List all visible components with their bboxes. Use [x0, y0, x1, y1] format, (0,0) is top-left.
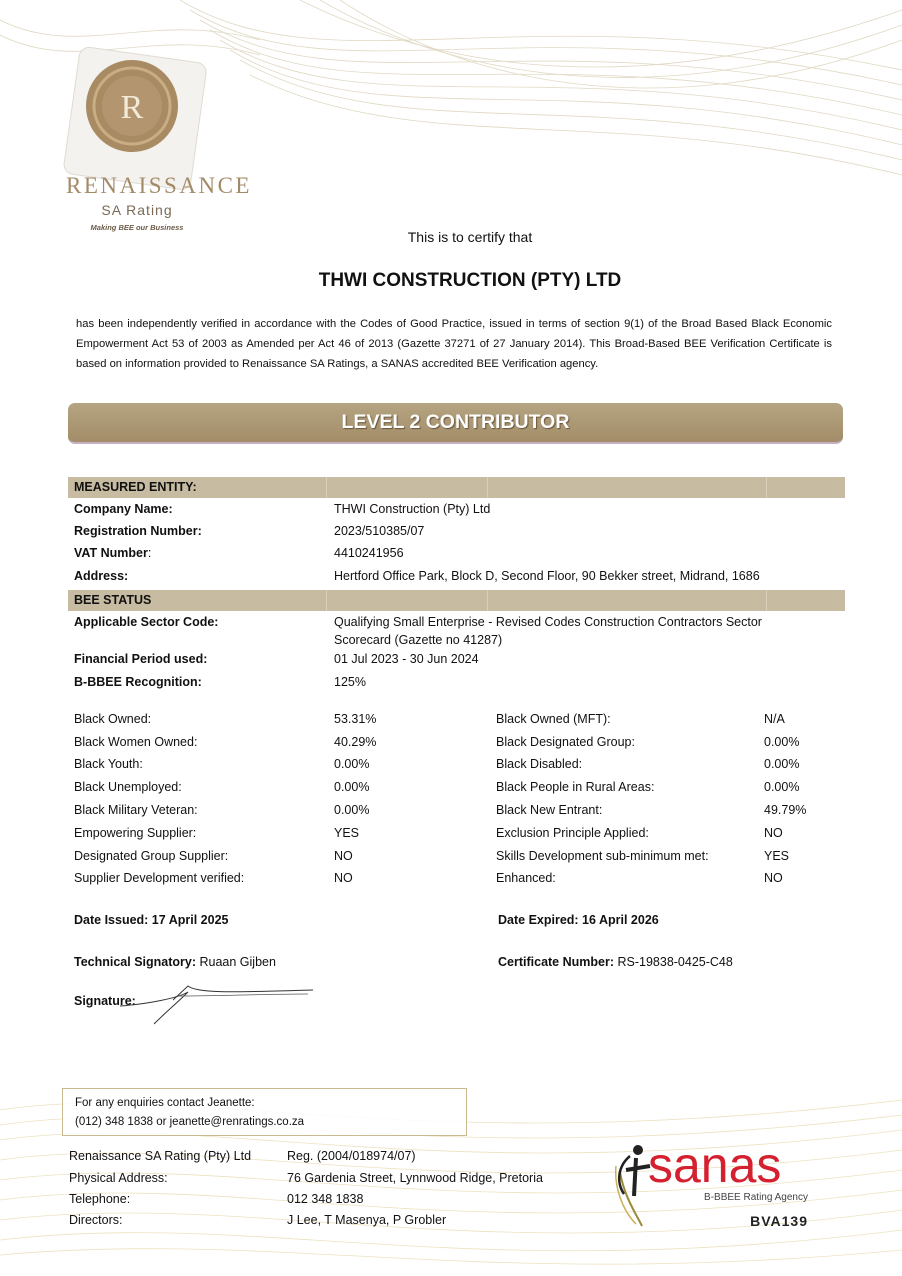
- logo-letter: R: [120, 89, 144, 126]
- stat-right-value: NO: [764, 826, 783, 840]
- vat-label: VAT Number: [74, 546, 148, 560]
- sanas-code: BVA139: [750, 1213, 808, 1229]
- stat-left-value: 40.29%: [334, 735, 377, 749]
- sector-code-label: Applicable Sector Code:: [74, 615, 219, 629]
- stat-left-label: Black Owned:: [74, 712, 152, 726]
- bee-status-header: [68, 590, 845, 611]
- company-name-label: Company Name:: [74, 502, 173, 516]
- stat-right-value: N/A: [764, 712, 785, 726]
- stat-right-label: Black New Entrant:: [496, 803, 603, 817]
- stat-left-value: 0.00%: [334, 757, 370, 771]
- sanas-subtitle: B-BBEE Rating Agency: [704, 1192, 808, 1203]
- stat-left-label: Black Military Veteran:: [74, 803, 198, 817]
- measured-entity-heading: MEASURED ENTITY:: [74, 480, 197, 494]
- certify-text: This is to certify that: [407, 229, 533, 245]
- financial-period-value: 01 Jul 2023 - 30 Jun 2024: [334, 652, 479, 666]
- contact-box: [62, 1088, 467, 1136]
- stat-left-label: Black Women Owned:: [74, 735, 198, 749]
- recognition-label: B-BBEE Recognition:: [74, 675, 202, 689]
- measured-entity-header: [68, 477, 845, 498]
- stat-right-label: Black People in Rural Areas:: [496, 780, 655, 794]
- signature-image: [118, 978, 313, 1028]
- stat-right-value: 0.00%: [764, 735, 800, 749]
- stat-left-label: Black Youth:: [74, 757, 143, 771]
- stat-right-value: 0.00%: [764, 757, 800, 771]
- footer-directors-label: Directors:: [69, 1213, 123, 1227]
- stat-left-value: NO: [334, 871, 353, 885]
- certificate-number: [498, 955, 733, 969]
- stat-left-value: 53.31%: [334, 712, 377, 726]
- technical-signatory: [74, 955, 276, 969]
- financial-period-label: Financial Period used:: [74, 652, 208, 666]
- stat-right-label: Black Owned (MFT):: [496, 712, 611, 726]
- signature-label: Signature:: [74, 994, 136, 1008]
- address-value: Hertford Office Park, Block D, Second Floor, 90 Bekker street, Midrand, 1686: [334, 569, 760, 583]
- sanas-logo: [612, 1136, 817, 1231]
- vat-colon: :: [147, 546, 152, 560]
- date-expired: Date Expired: 16 April 2026: [498, 913, 659, 927]
- footer-address-label: Physical Address:: [69, 1171, 168, 1185]
- stat-right-label: Black Disabled:: [496, 757, 583, 771]
- date-issued: Date Issued: 17 April 2025: [74, 913, 229, 927]
- registration-label: Registration Number:: [74, 524, 202, 538]
- contact-line2: (012) 348 1838 or jeanette@renratings.co.za: [75, 1116, 305, 1128]
- stat-right-label: Enhanced:: [496, 871, 556, 885]
- stat-left-value: NO: [334, 849, 353, 863]
- footer-phone-label: Telephone:: [69, 1192, 131, 1206]
- sector-code-line1: Qualifying Small Enterprise - Revised Codes Construction Contractors Sector: [334, 615, 762, 629]
- footer-directors: J Lee, T Masenya, P Grobler: [287, 1213, 447, 1227]
- vat-label-wrap: [74, 546, 151, 560]
- stat-right-label: Exclusion Principle Applied:: [496, 826, 649, 840]
- footer-address: 76 Gardenia Street, Lynnwood Ridge, Pretoria: [287, 1171, 543, 1185]
- stat-left-value: 0.00%: [334, 780, 370, 794]
- stat-right-value: NO: [764, 871, 783, 885]
- stat-left-value: 0.00%: [334, 803, 370, 817]
- stat-left-value: YES: [334, 826, 360, 840]
- level-banner: LEVEL 2 CONTRIBUTOR: [68, 403, 843, 444]
- address-label: Address:: [74, 569, 129, 583]
- sector-code-line2: Scorecard (Gazette no 41287): [334, 633, 503, 647]
- intro-paragraph: has been independently verified in accordance with the Codes of Good Practice, issued in terms of section 9(1) of the Broad Based Black Economic Empowerment Act 53 of 2003 as Amended per Act 46 of 2013 (Gazette 37271 of 27 January 2014). This Broad-Based BEE Verification Certificate is based on information provided to Renaissance SA Ratings, a SANAS accredited BEE Verification agency.: [76, 318, 832, 370]
- stat-left-label: Empowering Supplier:: [74, 826, 197, 840]
- contact-line1: For any enquiries contact Jeanette:: [75, 1097, 255, 1109]
- technical-signatory-label: Technical Signatory:: [74, 955, 197, 969]
- stat-left-label: Black Unemployed:: [74, 780, 182, 794]
- recognition-value: 125%: [334, 675, 366, 689]
- company-name-value: THWI Construction (Pty) Ltd: [334, 502, 491, 516]
- stat-right-label: Skills Development sub-minimum met:: [496, 849, 709, 863]
- stat-right-value: YES: [764, 849, 790, 863]
- stat-left-label: Supplier Development verified:: [74, 871, 245, 885]
- vat-value: 4410241956: [334, 546, 404, 560]
- company-title: THWI CONSTRUCTION (PTY) LTD: [318, 270, 622, 291]
- stat-right-label: Black Designated Group:: [496, 735, 635, 749]
- certificate-number-label: Certificate Number:: [498, 955, 614, 969]
- registration-value: 2023/510385/07: [334, 524, 425, 538]
- stat-right-value: 0.00%: [764, 780, 800, 794]
- sanas-wordmark: sanas: [648, 1137, 782, 1193]
- stat-right-value: 49.79%: [764, 803, 807, 817]
- logo-sub: SA Rating: [101, 202, 173, 218]
- footer-reg: Reg. (2004/018974/07): [287, 1149, 416, 1163]
- logo-tagline: Making BEE our Business: [90, 223, 184, 232]
- certificate-number-value: RS-19838-0425-C48: [617, 955, 733, 969]
- footer-company: Renaissance SA Rating (Pty) Ltd: [69, 1149, 252, 1163]
- footer-phone: 012 348 1838: [287, 1192, 364, 1206]
- bee-status-heading: BEE STATUS: [74, 593, 152, 607]
- technical-signatory-name: Ruaan Gijben: [199, 955, 276, 969]
- logo-name: RENAISSANCE: [66, 173, 252, 198]
- stat-left-label: Designated Group Supplier:: [74, 849, 229, 863]
